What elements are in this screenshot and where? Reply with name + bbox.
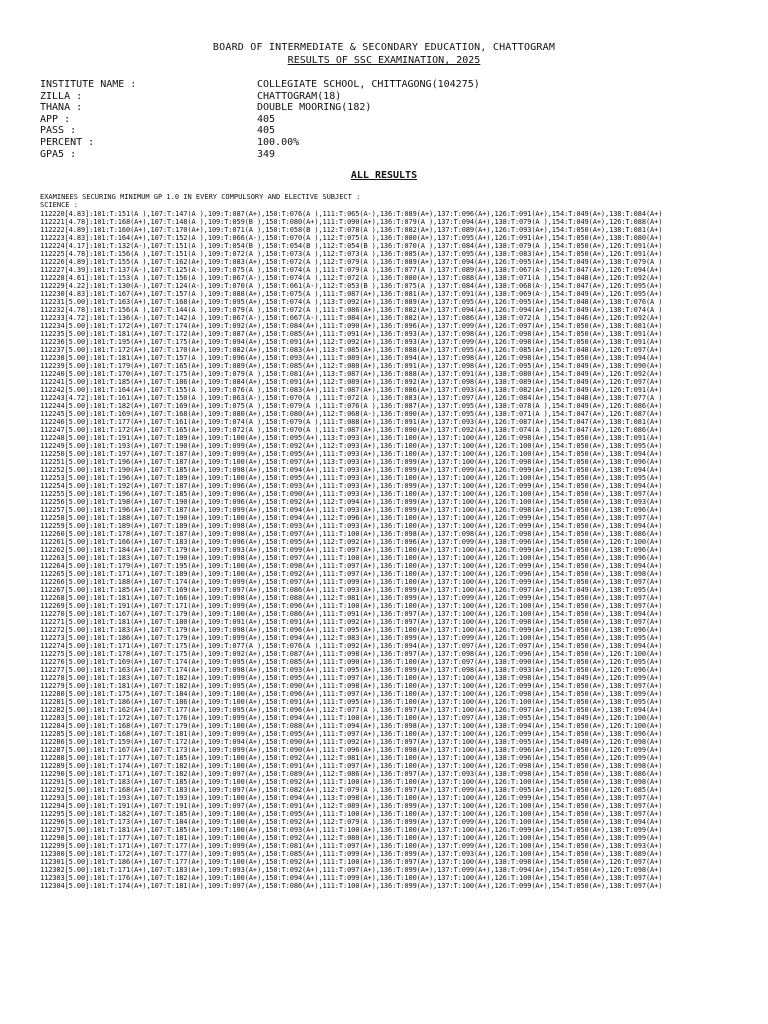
result-line: 112248[5.00]:101:T:191(A+),107:T:189(A+),109:T:100(A+),150:T:095(A+),113:T:093(A+),136:T:100(A+),137:T:100(A+),126:T:098(A+),154:T:050(A+),138:T:091(A+) xyxy=(40,434,663,442)
result-line: 112265[5.00]:101:T:171(A+),107:T:189(A+),109:T:100(A+),150:T:092(A+),111:T:097(A+),136:T:100(A+),137:T:100(A+),126:T:096(A+),154:T:050(A+),138:T:098(A+) xyxy=(40,570,663,578)
result-line: 112277[5.00]:101:T:163(A+),107:T:174(A+),109:T:098(A+),150:T:093(A+),111:T:095(A+),136:T:099(A+),137:T:098(A+),138:T:093(A+),154:T:050(A+),126:T:096(A+) xyxy=(40,666,663,674)
info-value: 349 xyxy=(257,148,276,160)
result-line: 112299[5.00]:101:T:171(A+),107:T:177(A+),109:T:099(A+),150:T:081(A+),111:T:097(A+),136:T:100(A+),137:T:099(A+),126:T:100(A+),154:T:050(A+),138:T:093(A+) xyxy=(40,842,663,850)
result-line: 112259[5.00]:101:T:189(A+),107:T:189(A+),109:T:098(A+),150:T:093(A+),111:T:093(A+),136:T:100(A+),137:T:100(A+),126:T:099(A+),154:T:050(A+),138:T:094(A+) xyxy=(40,522,663,530)
result-line: 112233[4.72]:101:T:136(A-),107:T:142(A ),109:T:067(A-),150:T:067(A-),111:T:084(A+),136:T:082(A+),137:T:086(A+),138:T:072(A ),154:T:046(A+),126:T:092(A+) xyxy=(40,314,663,322)
result-line: 112279[5.00]:101:T:181(A+),107:T:182(A+),109:T:095(A+),150:T:090(A+),111:T:098(A+),136:T:100(A+),137:T:100(A+),126:T:099(A+),154:T:050(A+),138:T:097(A+) xyxy=(40,682,663,690)
result-line: 112288[5.00]:101:T:177(A+),107:T:185(A+),109:T:100(A+),150:T:092(A+),112:T:081(A+),136:T:100(A+),137:T:100(A+),138:T:096(A+),154:T:050(A+),126:T:099(A+) xyxy=(40,754,663,762)
info-value: DOUBLE MOORING(182) xyxy=(257,102,372,114)
result-line: 112240[5.00]:101:T:170(A+),107:T:175(A+),109:T:079(A ),150:T:081(A+),113:T:087(A+),136:T:088(A+),137:T:091(A+),138:T:080(A+),154:T:049(A+),126:T:092(A+) xyxy=(40,370,663,378)
result-line: 112244[5.00]:101:T:182(A+),107:T:169(A+),109:T:075(A ),150:T:079(A ),111:T:076(A ),136:T:087(A+),137:T:095(A+),138:T:078(A ),154:T:049(A+),126:T:086(A+) xyxy=(40,402,663,410)
result-line: 112296[5.00]:101:T:173(A+),107:T:184(A+),109:T:100(A+),150:T:092(A+),112:T:079(A ),136:T:099(A+),137:T:099(A+),126:T:100(A+),154:T:050(A+),138:T:094(A+) xyxy=(40,818,663,826)
result-line: 112293[5.00]:101:T:193(A+),107:T:193(A+),109:T:100(A+),150:T:094(A+),113:T:098(A+),136:T:100(A+),137:T:100(A+),126:T:099(A+),154:T:050(A+),138:T:097(A+) xyxy=(40,794,663,802)
result-line: 112237[5.00]:101:T:172(A+),107:T:170(A+),109:T:082(A+),150:T:083(A+),113:T:085(A+),136:T:088(A+),137:T:095(A+),126:T:085(A+),154:T:048(A+),126:T:097(A+) xyxy=(40,346,663,354)
result-line: 112286[5.00]:101:T:159(A+),107:T:172(A+),109:T:094(A+),150:T:090(A+),111:T:092(A+),136:T:097(A+),137:T:100(A+),138:T:095(A+),154:T:049(A+),126:T:098(A+) xyxy=(40,738,663,746)
info-label: PASS : xyxy=(40,125,77,137)
result-line: 112270[5.00]:101:T:167(A+),107:T:179(A+),109:T:100(A+),150:T:086(A+),111:T:091(A+),136:T:097(A+),137:T:100(A+),126:T:100(A+),154:T:050(A+),138:T:094(A+) xyxy=(40,610,663,618)
info-row xyxy=(40,102,480,114)
result-line: 112292[5.00]:101:T:168(A+),107:T:183(A+),109:T:097(A+),150:T:082(A+),112:T:079(A ),136:T:097(A+),137:T:099(A+),138:T:095(A+),154:T:050(A+),126:T:085(A+) xyxy=(40,786,663,794)
result-line: 112267[5.00]:101:T:185(A+),107:T:169(A+),109:T:097(A+),150:T:086(A+),111:T:093(A+),136:T:099(A+),137:T:100(A+),126:T:097(A+),154:T:049(A+),138:T:095(A+) xyxy=(40,586,663,594)
result-line: 112260[5.00]:101:T:178(A+),107:T:187(A+),109:T:098(A+),150:T:097(A+),111:T:100(A+),136:T:098(A+),137:T:098(A+),126:T:098(A+),154:T:050(A+),138:T:086(A+) xyxy=(40,530,663,538)
result-line: 112282[5.00]:101:T:162(A+),107:T:177(A+),109:T:095(A+),150:T:096(A+),112:T:077(A ),136:T:097(A+),137:T:100(A+),126:T:097(A+),154:T:050(A+),138:T:094(A+) xyxy=(40,706,663,714)
result-line: 112280[5.00]:101:T:175(A+),107:T:184(A+),109:T:100(A+),150:T:096(A+),111:T:097(A+),136:T:100(A+),137:T:100(A+),126:T:098(A+),154:T:050(A+),138:T:099(A+) xyxy=(40,690,663,698)
result-line: 112241[5.00]:101:T:185(A+),107:T:186(A+),109:T:084(A+),150:T:091(A+),112:T:089(A+),136:T:092(A+),137:T:098(A+),138:T:089(A+),154:T:049(A+),126:T:097(A+) xyxy=(40,378,663,386)
result-line: 112258[5.00]:101:T:188(A+),107:T:190(A+),109:T:100(A+),150:T:094(A+),112:T:096(A+),136:T:100(A+),137:T:100(A+),126:T:099(A+),154:T:050(A+),138:T:097(A+) xyxy=(40,514,663,522)
result-line: 112261[5.00]:101:T:166(A+),107:T:183(A+),109:T:096(A+),150:T:095(A+),112:T:092(A+),136:T:096(A+),137:T:099(A+),138:T:096(A+),154:T:050(A+),126:T:100(A+) xyxy=(40,538,663,546)
result-line: 112221[4.78]:101:T:168(A+),107:T:148(A ),109:T:059(B ),150:T:080(A+),111:T:090(A+),136:T:079(A ),137:T:094(A+),138:T:079(A ),154:T:049(A+),126:T:088(A+) xyxy=(40,218,663,226)
result-line: 112254[5.00]:101:T:192(A+),107:T:187(A+),109:T:096(A+),150:T:093(A+),111:T:093(A+),136:T:099(A+),137:T:100(A+),126:T:099(A+),154:T:050(A+),138:T:094(A+) xyxy=(40,482,663,490)
result-line: 112249[5.00]:101:T:193(A+),107:T:190(A+),109:T:099(A+),150:T:092(A+),112:T:093(A+),136:T:100(A+),137:T:100(A+),126:T:100(A+),154:T:050(A+),138:T:095(A+) xyxy=(40,442,663,450)
info-label: INSTITUTE NAME : xyxy=(40,79,137,90)
result-line: 112234[5.00]:101:T:172(A+),107:T:174(A+),109:T:092(A+),150:T:084(A+),111:T:090(A+),136:T:096(A+),137:T:099(A+),126:T:097(A+),154:T:050(A+),138:T:081(A+) xyxy=(40,322,663,330)
criteria-block xyxy=(40,193,360,209)
all-results-heading xyxy=(0,170,768,181)
result-line: 112283[5.00]:101:T:172(A+),107:T:176(A+),109:T:099(A+),150:T:094(A+),111:T:100(A+),136:T:100(A+),137:T:097(A+),138:T:095(A+),154:T:049(A+),126:T:100(A+) xyxy=(40,714,663,722)
result-line: 112303[5.00]:101:T:176(A+),107:T:182(A+),109:T:100(A+),150:T:094(A+),111:T:099(A+),136:T:100(A+),137:T:100(A+),126:T:100(A+),154:T:050(A+),138:T:097(A+) xyxy=(40,874,663,882)
info-value: 405 xyxy=(257,113,276,125)
results-list xyxy=(40,210,662,890)
result-line: 112227[4.39]:101:T:137(A-),107:T:125(A-),109:T:075(A ),150:T:074(A ),111:T:079(A ),136:T:077(A ),137:T:089(A+),138:T:067(A-),154:T:047(A+),126:T:094(A+) xyxy=(40,266,663,274)
result-line: 112291[5.00]:101:T:183(A+),107:T:185(A+),109:T:100(A+),150:T:092(A+),111:T:100(A+),136:T:100(A+),137:T:100(A+),126:T:100(A+),154:T:050(A+),138:T:098(A+) xyxy=(40,778,663,786)
result-line: 112276[5.00]:101:T:169(A+),107:T:174(A+),109:T:095(A+),150:T:085(A+),111:T:090(A+),136:T:100(A+),137:T:097(A+),138:T:090(A+),154:T:050(A+),126:T:095(A+) xyxy=(40,658,663,666)
result-line: 112271[5.00]:101:T:181(A+),107:T:180(A+),109:T:091(A+),150:T:091(A+),111:T:092(A+),136:T:097(A+),137:T:100(A+),126:T:098(A+),154:T:050(A+),138:T:097(A+) xyxy=(40,618,663,626)
result-line: 112281[5.00]:101:T:186(A+),107:T:186(A+),109:T:100(A+),150:T:091(A+),111:T:095(A+),136:T:100(A+),137:T:100(A+),126:T:100(A+),154:T:050(A+),138:T:095(A+) xyxy=(40,698,663,706)
result-line: 112300[5.00]:101:T:172(A+),107:T:177(A+),109:T:095(A+),150:T:085(A+),111:T:099(A+),136:T:099(A+),137:T:093(A+),126:T:100(A+),154:T:050(A+),138:T:089(A+) xyxy=(40,850,663,858)
info-label: ZILLA : xyxy=(40,90,83,102)
result-line: 112274[5.00]:101:T:171(A+),107:T:175(A+),109:T:077(A ),150:T:076(A ),111:T:092(A+),136:T:094(A+),137:T:097(A+),126:T:097(A+),154:T:050(A+),138:T:094(A+) xyxy=(40,642,663,650)
result-line: 112231[5.00]:101:T:163(A+),107:T:168(A+),109:T:095(A+),150:T:074(A ),113:T:092(A+),136:T:089(A+),137:T:095(A+),126:T:095(A+),154:T:048(A+),138:T:076(A ) xyxy=(40,298,663,306)
info-value: COLLEGIATE SCHOOL, CHITTAGONG(104275) xyxy=(257,79,480,90)
info-value: 405 xyxy=(257,125,276,137)
result-line: 112252[5.00]:101:T:190(A+),107:T:185(A+),109:T:098(A+),150:T:094(A+),111:T:093(A+),136:T:099(A+),137:T:099(A+),126:T:099(A+),154:T:050(A+),138:T:094(A+) xyxy=(40,466,663,474)
result-line: 112243[4.72]:101:T:161(A+),107:T:150(A ),109:T:063(A-),150:T:070(A ),111:T:072(A ),136:T:083(A+),137:T:097(A+),126:T:084(A+),154:T:048(A+),138:T:077(A ) xyxy=(40,394,663,402)
info-row xyxy=(40,149,480,161)
result-line: 112275[5.00]:101:T:178(A+),107:T:175(A+),109:T:092(A+),150:T:087(A+),111:T:098(A+),136:T:097(A+),137:T:098(A+),126:T:096(A+),154:T:050(A+),126:T:100(A+) xyxy=(40,650,663,658)
result-line: 112247[5.00]:101:T:172(A+),107:T:165(A+),109:T:072(A ),150:T:070(A ),111:T:087(A+),136:T:090(A+),137:T:092(A+),138:T:074(A ),154:T:047(A+),126:T:086(A+) xyxy=(40,426,663,434)
info-row xyxy=(40,114,480,126)
institute-info xyxy=(40,79,480,160)
all-results-heading-text: ALL RESULTS xyxy=(350,170,418,181)
result-line: 112256[5.00]:101:T:198(A+),107:T:190(A+),109:T:096(A+),150:T:092(A+),112:T:094(A+),136:T:099(A+),137:T:100(A+),126:T:100(A+),154:T:050(A+),138:T:093(A+) xyxy=(40,498,663,506)
info-label: APP : xyxy=(40,113,71,125)
result-line: 112229[4.22]:101:T:130(A-),107:T:124(A-),109:T:070(A ),150:T:061(A-),112:T:053(B ),136:T:075(A ),137:T:084(A+),138:T:068(A-),154:T:047(A+),126:T:095(A+) xyxy=(40,282,663,290)
result-line: 112238[5.00]:101:T:181(A+),107:T:157(A ),109:T:096(A+),150:T:093(A+),111:T:089(A+),136:T:094(A+),137:T:098(A+),126:T:098(A+),154:T:050(A+),138:T:094(A+) xyxy=(40,354,663,362)
info-row xyxy=(40,79,480,91)
info-label: GPA5 : xyxy=(40,148,77,160)
exam-title-text: RESULTS OF SSC EXAMINATION, 2025 xyxy=(287,55,481,66)
result-line: 112289[5.00]:101:T:174(A+),107:T:182(A+),109:T:100(A+),150:T:091(A+),111:T:097(A+),136:T:100(A+),137:T:100(A+),126:T:098(A+),154:T:050(A+),138:T:098(A+) xyxy=(40,762,663,770)
result-line: 112290[5.00]:101:T:171(A+),107:T:182(A+),109:T:097(A+),150:T:089(A+),112:T:086(A+),136:T:097(A+),137:T:093(A+),138:T:098(A+),154:T:050(A+),138:T:086(A+) xyxy=(40,770,663,778)
result-line: 112295[5.00]:101:T:182(A+),107:T:185(A+),109:T:100(A+),150:T:095(A+),111:T:100(A+),136:T:100(A+),137:T:100(A+),126:T:100(A+),154:T:050(A+),138:T:097(A+) xyxy=(40,810,663,818)
result-line: 112230[4.83]:101:T:167(A+),107:T:157(A ),109:T:088(A+),150:T:075(A ),111:T:087(A+),136:T:081(A+),137:T:091(A+),138:T:069(A-),154:T:049(A+),126:T:095(A+) xyxy=(40,290,663,298)
result-line: 112228[4.61]:101:T:153(A ),107:T:156(A ),109:T:067(A-),150:T:074(A ),112:T:072(A ),136:T:080(A+),137:T:088(A+),138:T:071(A ),154:T:048(A+),126:T:092(A+) xyxy=(40,274,663,282)
group-label: SCIENCE : xyxy=(40,201,78,209)
info-row xyxy=(40,125,480,137)
result-line: 112255[5.00]:101:T:196(A+),107:T:185(A+),109:T:096(A+),150:T:090(A+),111:T:093(A+),136:T:100(A+),137:T:100(A+),126:T:100(A+),154:T:050(A+),138:T:097(A+) xyxy=(40,490,663,498)
result-line: 112253[5.00]:101:T:196(A+),107:T:189(A+),109:T:100(A+),150:T:095(A+),111:T:093(A+),136:T:100(A+),137:T:100(A+),126:T:100(A+),154:T:050(A+),138:T:095(A+) xyxy=(40,474,663,482)
result-line: 112242[5.00]:101:T:164(A+),107:T:155(A ),109:T:076(A ),150:T:083(A+),111:T:087(A+),136:T:086(A+),137:T:093(A+),138:T:082(A+),154:T:049(A+),126:T:091(A+) xyxy=(40,386,663,394)
result-line: 112239[5.00]:101:T:179(A+),107:T:165(A+),109:T:089(A+),150:T:085(A+),112:T:080(A+),136:T:091(A+),137:T:098(A+),126:T:095(A+),154:T:049(A+),138:T:090(A+) xyxy=(40,362,663,370)
result-line: 112266[5.00]:101:T:188(A+),107:T:174(A+),109:T:099(A+),150:T:097(A+),111:T:099(A+),136:T:100(A+),137:T:100(A+),126:T:099(A+),154:T:050(A+),138:T:097(A+) xyxy=(40,578,663,586)
info-row xyxy=(40,137,480,149)
result-line: 112222[4.89]:101:T:160(A+),107:T:170(A+),109:T:071(A ),150:T:058(B ),112:T:078(A ),136:T:082(A+),137:T:089(A+),126:T:093(A+),154:T:050(A+),138:T:081(A+) xyxy=(40,226,663,234)
result-line: 112257[5.00]:101:T:196(A+),107:T:187(A+),109:T:099(A+),150:T:094(A+),111:T:093(A+),136:T:099(A+),137:T:100(A+),126:T:098(A+),154:T:050(A+),138:T:096(A+) xyxy=(40,506,663,514)
result-line: 112250[5.00]:101:T:197(A+),107:T:187(A+),109:T:099(A+),150:T:095(A+),111:T:093(A+),136:T:100(A+),137:T:100(A+),126:T:100(A+),154:T:050(A+),138:T:094(A+) xyxy=(40,450,663,458)
result-line: 112246[5.00]:101:T:177(A+),107:T:161(A+),109:T:074(A ),150:T:079(A ),111:T:088(A+),136:T:091(A+),137:T:093(A+),126:T:087(A+),154:T:047(A+),138:T:081(A+) xyxy=(40,418,663,426)
result-line: 112226[4.89]:101:T:155(A ),107:T:162(A+),109:T:083(A+),150:T:072(A ),112:T:079(A ),136:T:089(A+),137:T:094(A+),126:T:095(A+),154:T:049(A+),138:T:079(A ) xyxy=(40,258,663,266)
result-line: 112294[5.00]:101:T:191(A+),107:T:191(A+),109:T:097(A+),150:T:091(A+),112:T:089(A+),136:T:099(A+),137:T:100(A+),126:T:100(A+),154:T:050(A+),138:T:097(A+) xyxy=(40,802,663,810)
result-line: 112245[5.00]:101:T:169(A+),107:T:168(A+),109:T:080(A+),150:T:080(A+),112:T:068(A-),136:T:090(A+),137:T:095(A+),138:T:071(A ),154:T:047(A+),126:T:087(A+) xyxy=(40,410,663,418)
result-line: 112236[5.00]:101:T:195(A+),107:T:175(A+),109:T:094(A+),150:T:091(A+),112:T:092(A+),136:T:093(A+),137:T:099(A+),126:T:098(A+),154:T:050(A+),138:T:091(A+) xyxy=(40,338,663,346)
result-line: 112268[5.00]:101:T:181(A+),107:T:166(A+),109:T:098(A+),150:T:088(A+),112:T:081(A+),136:T:099(A+),137:T:099(A+),126:T:099(A+),154:T:050(A+),138:T:097(A+) xyxy=(40,594,663,602)
result-line: 112224[4.17]:101:T:132(A-),107:T:151(A ),109:T:054(B ),150:T:054(B ),112:T:054(B ),136:T:070(A ),137:T:084(A+),138:T:079(A ),154:T:050(A+),126:T:091(A+) xyxy=(40,242,663,250)
result-line: 112223[4.83]:101:T:164(A+),107:T:152(A ),109:T:066(A-),150:T:070(A ),112:T:075(A ),136:T:080(A+),137:T:095(A+),126:T:091(A+),154:T:050(A+),138:T:080(A+) xyxy=(40,234,663,242)
result-line: 112301[5.00]:101:T:186(A+),107:T:177(A+),109:T:100(A+),150:T:092(A+),111:T:100(A+),136:T:097(A+),137:T:100(A+),138:T:098(A+),154:T:050(A+),126:T:097(A+) xyxy=(40,858,663,866)
result-line: 112298[5.00]:101:T:177(A+),107:T:181(A+),109:T:100(A+),150:T:092(A+),112:T:080(A+),136:T:100(A+),137:T:100(A+),126:T:100(A+),154:T:050(A+),138:T:099(A+) xyxy=(40,834,663,842)
info-row xyxy=(40,91,480,103)
result-line: 112304[5.00]:101:T:174(A+),107:T:181(A+),109:T:097(A+),150:T:086(A+),111:T:100(A+),136:T:099(A+),137:T:100(A+),126:T:099(A+),154:T:050(A+),138:T:097(A+) xyxy=(40,882,663,890)
result-line: 112302[5.00]:101:T:171(A+),107:T:183(A+),109:T:093(A+),150:T:092(A+),111:T:097(A+),136:T:099(A+),137:T:099(A+),138:T:094(A+),154:T:050(A+),126:T:098(A+) xyxy=(40,866,663,874)
result-line: 112263[5.00]:101:T:183(A+),107:T:190(A+),109:T:098(A+),150:T:097(A+),111:T:100(A+),136:T:100(A+),137:T:100(A+),126:T:100(A+),154:T:050(A+),138:T:096(A+) xyxy=(40,554,663,562)
result-line: 112273[5.00]:101:T:186(A+),107:T:179(A+),109:T:099(A+),150:T:094(A+),112:T:083(A+),136:T:099(A+),137:T:099(A+),126:T:100(A+),154:T:050(A+),138:T:095(A+) xyxy=(40,634,663,642)
exam-title xyxy=(0,55,768,66)
result-line: 112278[5.00]:101:T:183(A+),107:T:182(A+),109:T:099(A+),150:T:095(A+),111:T:097(A+),136:T:100(A+),137:T:100(A+),138:T:098(A+),154:T:049(A+),126:T:099(A+) xyxy=(40,674,663,682)
result-line: 112297[5.00]:101:T:181(A+),107:T:185(A+),109:T:100(A+),150:T:093(A+),111:T:100(A+),136:T:100(A+),137:T:100(A+),126:T:099(A+),154:T:050(A+),138:T:099(A+) xyxy=(40,826,663,834)
result-line: 112232[4.78]:101:T:156(A ),107:T:144(A ),109:T:079(A ),150:T:072(A ),111:T:086(A+),136:T:082(A+),137:T:094(A+),126:T:094(A+),154:T:049(A+),138:T:074(A ) xyxy=(40,306,663,314)
result-line: 112225[4.78]:101:T:156(A ),107:T:151(A ),109:T:072(A ),150:T:073(A ),112:T:073(A ),136:T:085(A+),137:T:095(A+),138:T:083(A+),154:T:050(A+),126:T:091(A+) xyxy=(40,250,663,258)
result-line: 112220[4.83]:101:T:151(A ),107:T:147(A ),109:T:087(A+),150:T:076(A ),111:T:065(A-),136:T:089(A+),137:T:096(A+),126:T:091(A+),154:T:049(A+),138:T:084(A+) xyxy=(40,210,663,218)
result-line: 112269[5.00]:101:T:191(A+),107:T:171(A+),109:T:099(A+),150:T:096(A+),111:T:100(A+),136:T:100(A+),137:T:100(A+),126:T:100(A+),154:T:050(A+),138:T:097(A+) xyxy=(40,602,663,610)
info-label: THANA : xyxy=(40,102,83,114)
result-line: 112284[5.00]:101:T:168(A+),107:T:179(A+),109:T:100(A+),150:T:088(A+),111:T:094(A+),136:T:098(A+),137:T:100(A+),138:T:094(A+),154:T:050(A+),126:T:100(A+) xyxy=(40,722,663,730)
result-line: 112235[5.00]:101:T:181(A+),107:T:172(A+),109:T:087(A+),150:T:085(A+),111:T:091(A+),136:T:093(A+),137:T:098(A+),126:T:098(A+),154:T:050(A+),138:T:091(A+) xyxy=(40,330,663,338)
result-line: 112285[5.00]:101:T:168(A+),107:T:181(A+),109:T:099(A+),150:T:095(A+),111:T:097(A+),136:T:100(A+),137:T:100(A+),126:T:099(A+),154:T:050(A+),138:T:096(A+) xyxy=(40,730,663,738)
result-line: 112272[5.00]:101:T:183(A+),107:T:179(A+),109:T:098(A+),150:T:096(A+),111:T:095(A+),136:T:100(A+),137:T:100(A+),126:T:099(A+),154:T:050(A+),138:T:096(A+) xyxy=(40,626,663,634)
info-value: CHATTOGRAM(18) xyxy=(257,90,342,102)
result-line: 112264[5.00]:101:T:179(A+),107:T:195(A+),109:T:100(A+),150:T:098(A+),111:T:097(A+),136:T:100(A+),137:T:100(A+),126:T:099(A+),154:T:050(A+),138:T:094(A+) xyxy=(40,562,663,570)
board-title: BOARD OF INTERMEDIATE & SECONDARY EDUCATION, CHATTOGRAM xyxy=(212,42,556,53)
result-line: 112287[5.00]:101:T:167(A+),107:T:173(A+),109:T:099(A+),150:T:090(A+),111:T:096(A+),136:T:098(A+),137:T:100(A+),138:T:096(A+),154:T:050(A+),126:T:099(A+) xyxy=(40,746,663,754)
result-line: 112262[5.00]:101:T:184(A+),107:T:179(A+),109:T:093(A+),150:T:099(A+),111:T:097(A+),136:T:100(A+),137:T:100(A+),126:T:099(A+),154:T:050(A+),138:T:096(A+) xyxy=(40,546,663,554)
criteria-text: EXAMINEES SECURING MINIMUM GP 1.0 IN EVERY COMPULSORY AND ELECTIVE SUBJECT : xyxy=(40,193,361,201)
info-label: PERCENT : xyxy=(40,136,95,148)
result-line: 112251[5.00]:101:T:196(A+),107:T:187(A+),109:T:100(A+),150:T:097(A+),113:T:093(A+),136:T:099(A+),137:T:100(A+),126:T:098(A+),154:T:050(A+),138:T:096(A+) xyxy=(40,458,663,466)
info-value: 100.00% xyxy=(257,136,300,148)
